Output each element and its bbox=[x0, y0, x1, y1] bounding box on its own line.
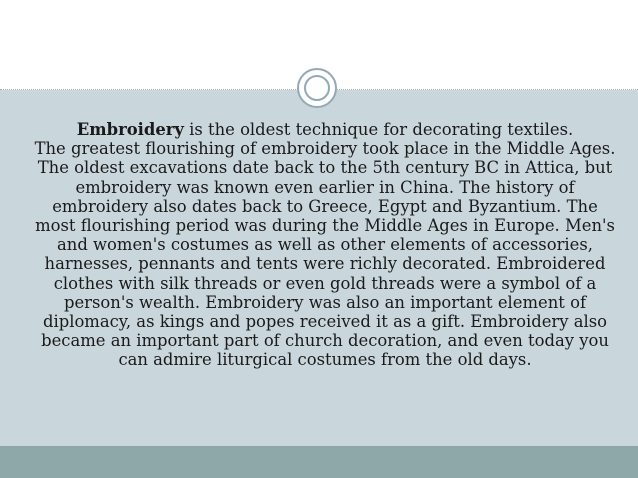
body-paragraph: The greatest flourishing of embroidery took place in the Middle Ages. The oldest excavations date back to the 5th century BC in Attica, but embroidery was known even earlier in China. The history of embroidery also dates back to Greece, Egypt and Byzantium. The most flourishing period was during the Middle Ages in Europe. Men's and women's costumes as well as other elements of accessories, harnesses, pennants and tents were richly decorated. Embroidered clothes with silk threads or even gold threads were a symbol of a person's wealth. Embroidery was also an important element of diplomacy, as kings and popes received it as a gift. Embroidery also became an important part of church decoration, and even today you can admire liturgical costumes from the old days. bbox=[34, 139, 616, 370]
ring-ornament-inner bbox=[304, 75, 330, 101]
slide-footer-band bbox=[0, 446, 638, 478]
ring-ornament-icon bbox=[297, 68, 337, 108]
intro-sentence-rest: is the oldest technique for decorating textiles. bbox=[183, 120, 574, 139]
highlighted-term: Embroidery bbox=[76, 120, 184, 139]
slide-body-text bbox=[30, 120, 620, 370]
intro-sentence bbox=[30, 120, 620, 139]
